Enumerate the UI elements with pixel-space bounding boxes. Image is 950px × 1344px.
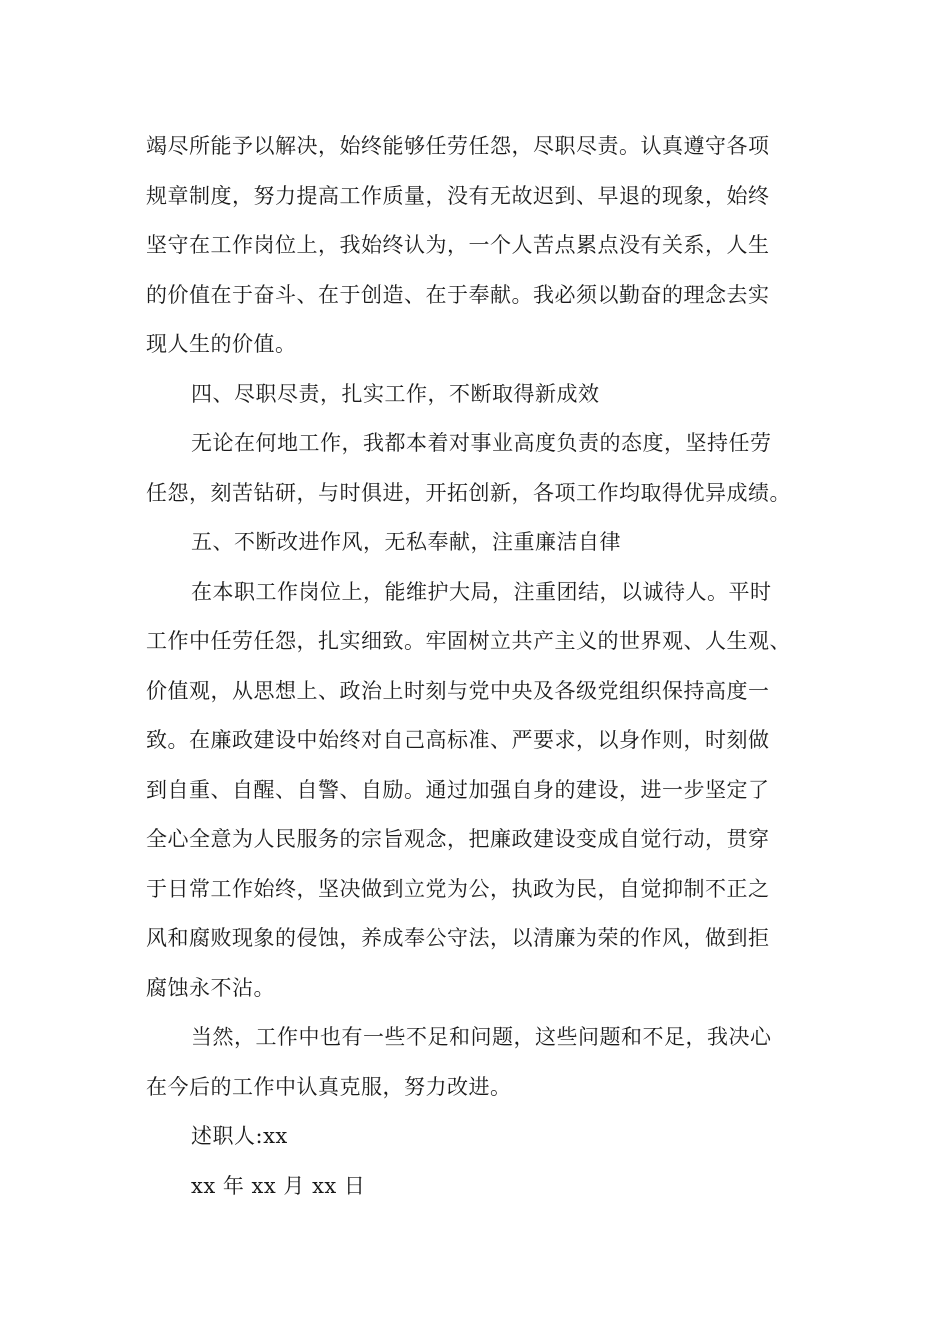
body-line-17: 风和腐败现象的侵蚀，养成奉公守法，以清廉为荣的作风，做到拒 [146,926,770,950]
body-line-5: 现人生的价值。 [146,332,297,356]
body-line-12: 价值观，从思想上、政治上时刻与党中央及各级党组织保持高度一 [146,678,770,703]
section-heading-4: 四、尽职尽责，扎实工作，不断取得新成效 [191,381,600,406]
body-line-20: 在今后的工作中认真克服，努力改进。 [146,1074,512,1099]
body-line-8: 任怨，刻苦钻研，与时俱进，开拓创新，各项工作均取得优异成绩。 [146,480,791,505]
body-line-18: 腐蚀永不沾。 [146,975,275,1000]
section-heading-5: 五、不断改进作风，无私奉献，注重廉洁自律 [191,530,621,554]
body-line-10: 在本职工作岗位上，能维护大局，注重团结，以诚待人。平时 [191,579,772,604]
signature-date: xx 年 xx 月 xx 日 [191,1173,366,1198]
body-line-7: 无论在何地工作，我都本着对事业高度负责的态度，坚持任劳 [191,431,772,455]
body-line-2: 规章制度，努力提高工作质量，没有无故迟到、早退的现象，始终 [146,183,770,208]
body-line-4: 的价值在于奋斗、在于创造、在于奉献。我必须以勤奋的理念去实 [146,282,770,307]
body-line-14: 到自重、自醒、自警、自励。通过加强自身的建设，进一步坚定了 [146,777,770,802]
body-line-19: 当然，工作中也有一些不足和问题，这些问题和不足，我决心 [191,1025,772,1049]
body-line-15: 全心全意为人民服务的宗旨观念，把廉政建设变成自觉行动，贯穿 [146,827,770,851]
document-body [146,122,814,1211]
body-line-13: 致。在廉政建设中始终对自己高标准、严要求，以身作则，时刻做 [146,728,770,752]
body-line-16: 于日常工作始终，坚决做到立党为公，执政为民，自觉抑制不正之 [146,876,770,901]
body-line-11: 工作中任劳任怨，扎实细致。牢固树立共产主义的世界观、人生观、 [146,629,791,653]
body-line-1: 竭尽所能予以解决，始终能够任劳任怨，尽职尽责。认真遵守各项 [146,134,770,158]
body-line-3: 坚守在工作岗位上，我始终认为，一个人苦点累点没有关系，人生 [146,233,770,257]
signature-reporter: 述职人:xx [191,1124,288,1148]
